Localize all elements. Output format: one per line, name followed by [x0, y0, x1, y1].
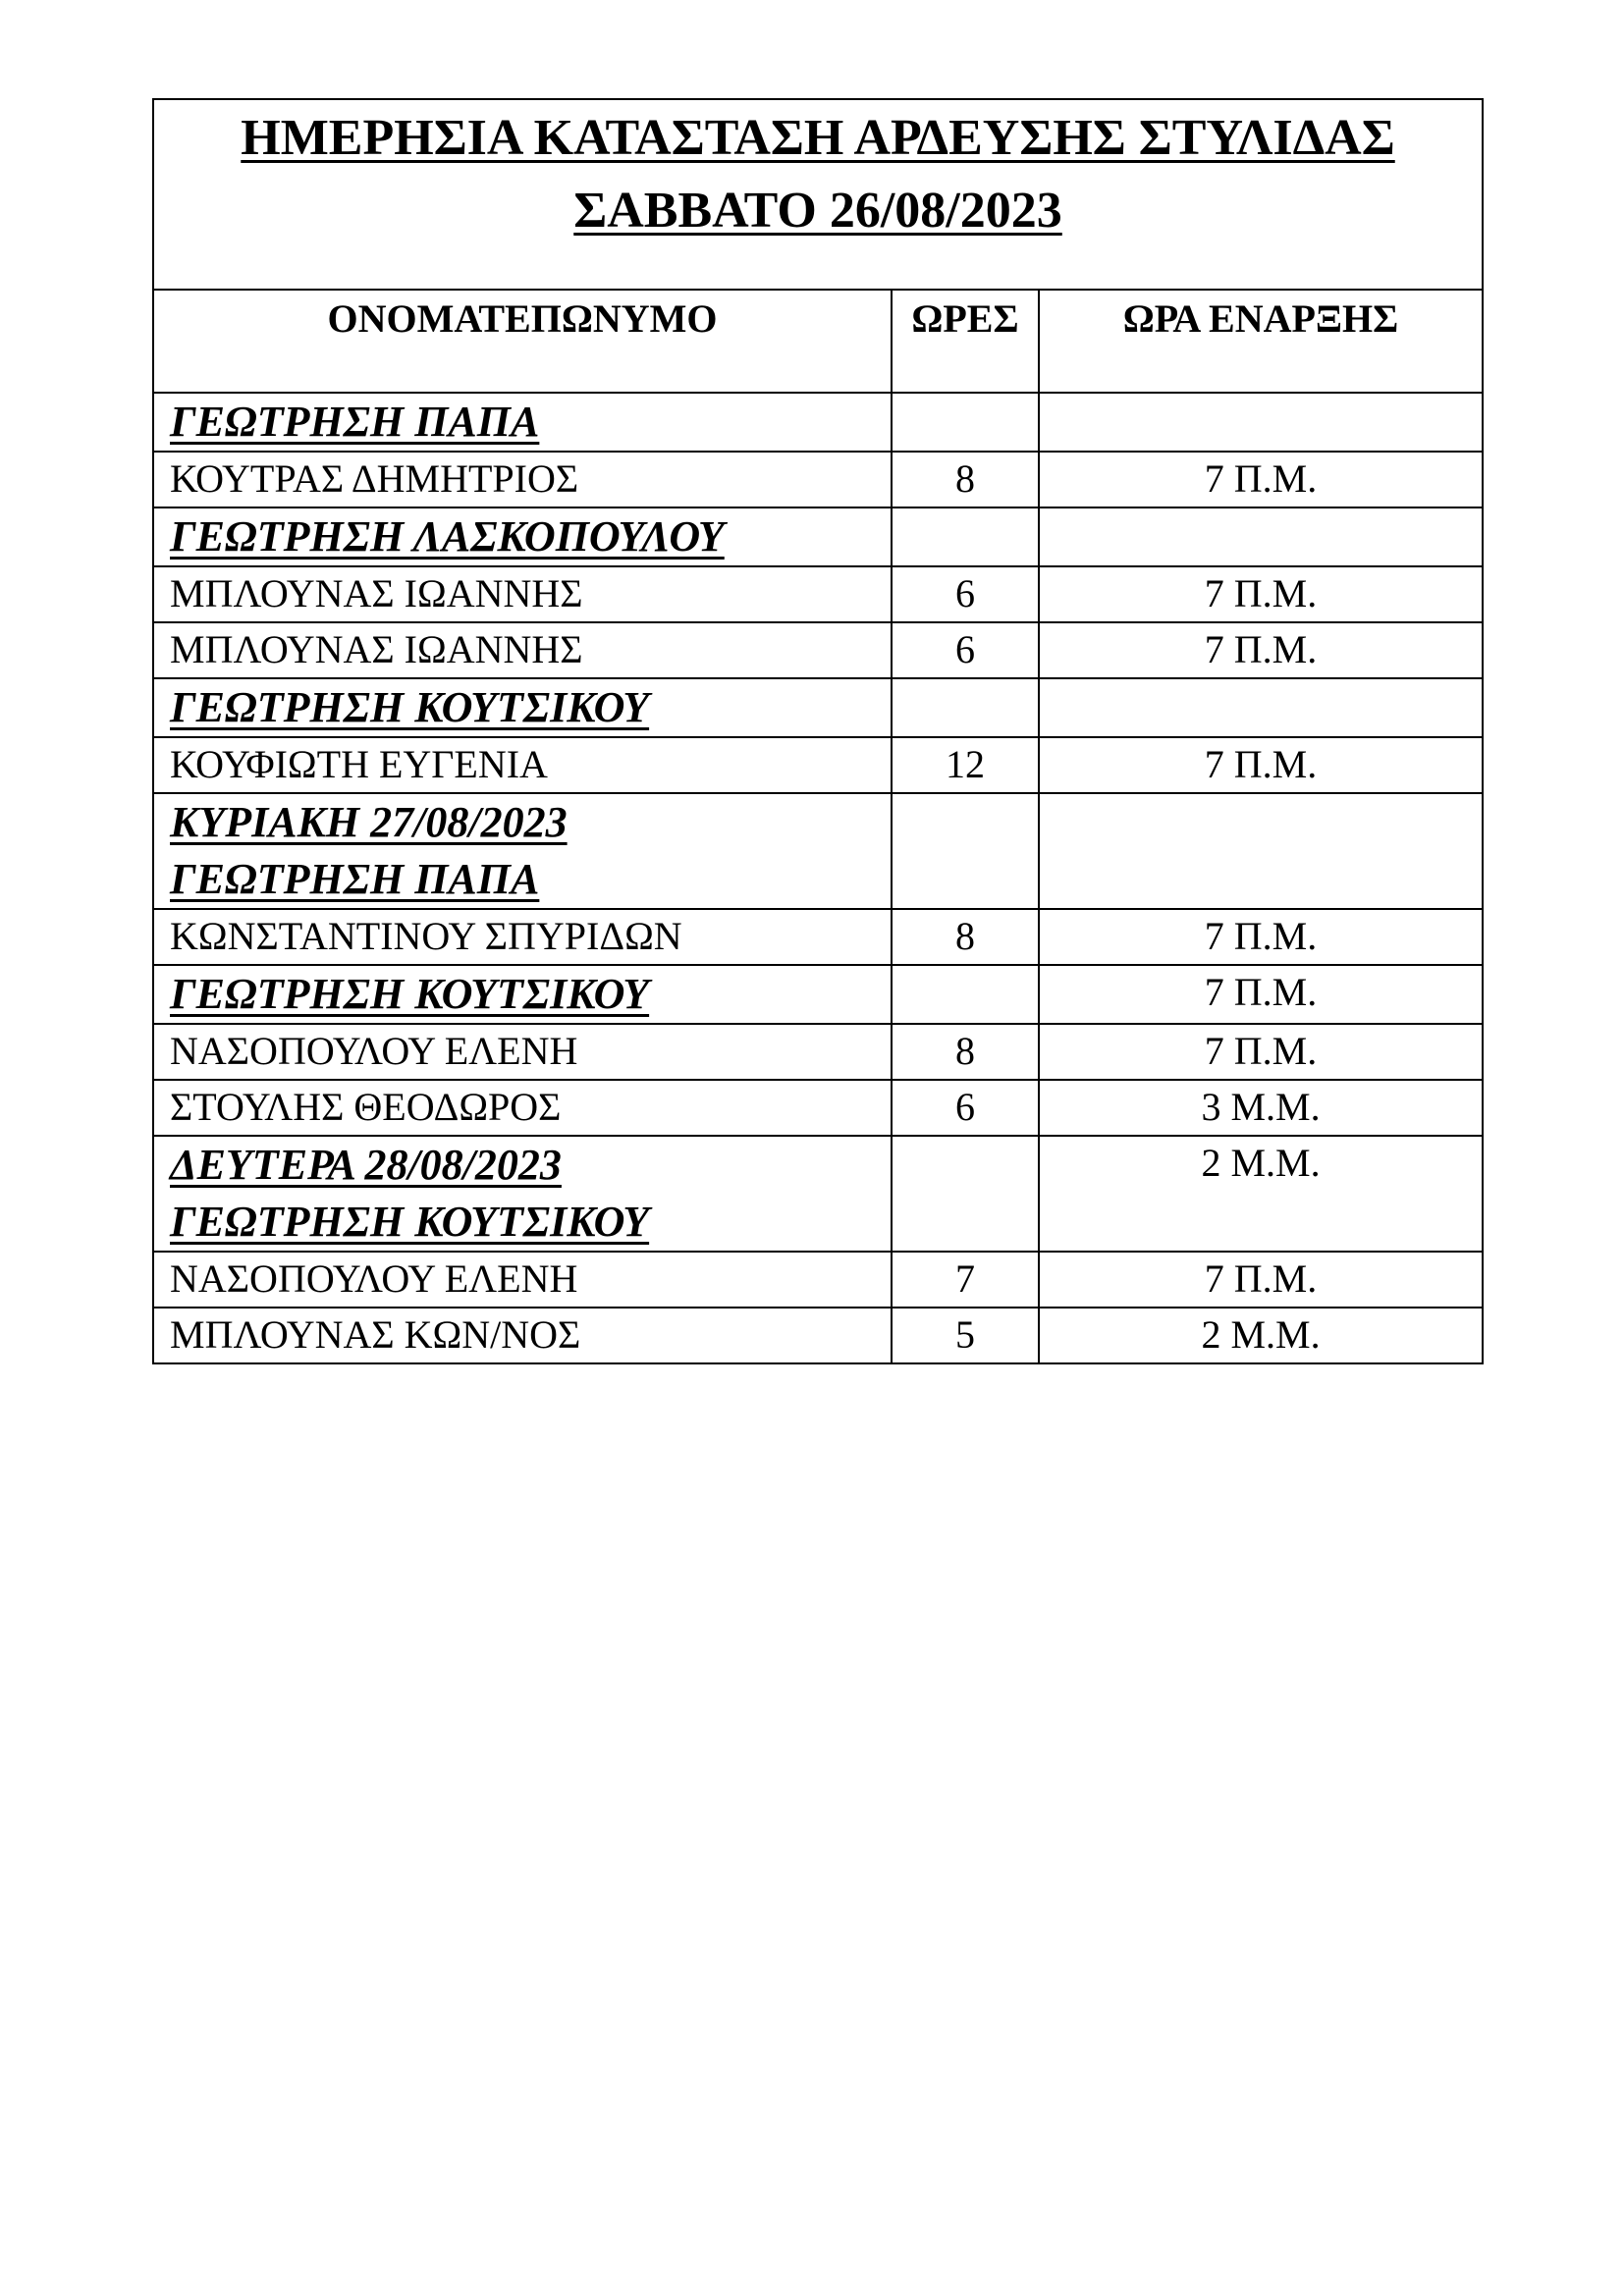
title-row [153, 99, 1483, 290]
person-name: ΚΩΝΣΤΑΝΤΙΝΟΥ ΣΠΥΡΙΔΩΝ [153, 909, 892, 965]
start-time-cell: 7 Π.Μ. [1039, 452, 1483, 507]
hours-cell [892, 1136, 1039, 1252]
table-row [153, 452, 1483, 507]
hours-cell [892, 678, 1039, 737]
start-time-cell: 7 Π.Μ. [1039, 909, 1483, 965]
section-title [153, 393, 892, 452]
person-name: ΝΑΣΟΠΟΥΛΟΥ ΕΛΕΝΗ [153, 1024, 892, 1080]
hours-cell [892, 393, 1039, 452]
person-name: ΜΠΛΟΥΝΑΣ ΚΩΝ/ΝΟΣ [153, 1308, 892, 1363]
section-title [153, 507, 892, 566]
section-row [153, 793, 1483, 909]
hours-cell: 7 [892, 1252, 1039, 1308]
hours-cell: 8 [892, 909, 1039, 965]
hours-cell: 8 [892, 452, 1039, 507]
table-row [153, 622, 1483, 678]
header-start-time: ΩΡΑ ΕΝΑΡΞΗΣ [1039, 290, 1483, 393]
start-time-cell: 2 Μ.Μ. [1039, 1308, 1483, 1363]
person-name: ΜΠΛΟΥΝΑΣ ΙΩΑΝΝΗΣ [153, 622, 892, 678]
start-time-cell [1039, 507, 1483, 566]
person-name: ΚΟΥΤΡΑΣ ΔΗΜΗΤΡΙΟΣ [153, 452, 892, 507]
section-title-line: ΓΕΩΤΡΗΣΗ ΚΟΥΤΣΙΚΟΥ [170, 970, 650, 1018]
table-row [153, 1024, 1483, 1080]
table-row [153, 566, 1483, 622]
hours-cell [892, 793, 1039, 909]
section-title-line: ΓΕΩΤΡΗΣΗ ΠΑΠΑ [170, 398, 540, 446]
section-row [153, 393, 1483, 452]
table-row [153, 737, 1483, 793]
title-line-2: ΣΑΒΒΑΤΟ 26/08/2023 [573, 183, 1062, 239]
section-row [153, 678, 1483, 737]
section-title-line: ΚΥΡΙΑΚΗ 27/08/2023 [170, 798, 568, 846]
section-title-line: ΓΕΩΤΡΗΣΗ ΚΟΥΤΣΙΚΟΥ [170, 683, 650, 731]
start-time-cell: 7 Π.Μ. [1039, 965, 1483, 1024]
irrigation-schedule-table [152, 98, 1484, 1364]
table-row [153, 1252, 1483, 1308]
header-row [153, 290, 1483, 393]
section-title [153, 965, 892, 1024]
document-title [153, 99, 1483, 290]
person-name: ΣΤΟΥΛΗΣ ΘΕΟΔΩΡΟΣ [153, 1080, 892, 1136]
table-row [153, 909, 1483, 965]
person-name: ΚΟΥΦΙΩΤΗ ΕΥΓΕΝΙΑ [153, 737, 892, 793]
section-title-line: ΓΕΩΤΡΗΣΗ ΛΑΣΚΟΠΟΥΛΟΥ [170, 512, 725, 561]
hours-cell [892, 965, 1039, 1024]
section-row [153, 1136, 1483, 1252]
section-title [153, 793, 892, 909]
hours-cell: 8 [892, 1024, 1039, 1080]
table-row [153, 1080, 1483, 1136]
start-time-cell: 7 Π.Μ. [1039, 737, 1483, 793]
section-title-line: ΔΕΥΤΕΡΑ 28/08/2023 [170, 1141, 562, 1189]
start-time-cell [1039, 393, 1483, 452]
section-title-line: ΓΕΩΤΡΗΣΗ ΚΟΥΤΣΙΚΟΥ [170, 1198, 650, 1246]
hours-cell: 6 [892, 1080, 1039, 1136]
start-time-cell: 7 Π.Μ. [1039, 1024, 1483, 1080]
title-line-1: ΗΜΕΡΗΣΙΑ ΚΑΤΑΣΤΑΣΗ ΑΡΔΕΥΣΗΣ ΣΤΥΛΙΔΑΣ [241, 110, 1395, 166]
table-row [153, 1308, 1483, 1363]
person-name: ΝΑΣΟΠΟΥΛΟΥ ΕΛΕΝΗ [153, 1252, 892, 1308]
person-name: ΜΠΛΟΥΝΑΣ ΙΩΑΝΝΗΣ [153, 566, 892, 622]
start-time-cell [1039, 793, 1483, 909]
start-time-cell: 3 Μ.Μ. [1039, 1080, 1483, 1136]
header-hours: ΩΡΕΣ [892, 290, 1039, 393]
hours-cell: 5 [892, 1308, 1039, 1363]
start-time-cell: 7 Π.Μ. [1039, 1252, 1483, 1308]
section-title-line: ΓΕΩΤΡΗΣΗ ΠΑΠΑ [170, 855, 540, 903]
hours-cell: 6 [892, 566, 1039, 622]
start-time-cell [1039, 678, 1483, 737]
start-time-cell: 7 Π.Μ. [1039, 622, 1483, 678]
start-time-cell: 7 Π.Μ. [1039, 566, 1483, 622]
section-row [153, 965, 1483, 1024]
table-body [153, 99, 1483, 1363]
section-title [153, 1136, 892, 1252]
section-row [153, 507, 1483, 566]
hours-cell [892, 507, 1039, 566]
hours-cell: 12 [892, 737, 1039, 793]
start-time-cell: 2 Μ.Μ. [1039, 1136, 1483, 1252]
hours-cell: 6 [892, 622, 1039, 678]
header-name: ΟΝΟΜΑΤΕΠΩΝΥΜΟ [153, 290, 892, 393]
section-title [153, 678, 892, 737]
